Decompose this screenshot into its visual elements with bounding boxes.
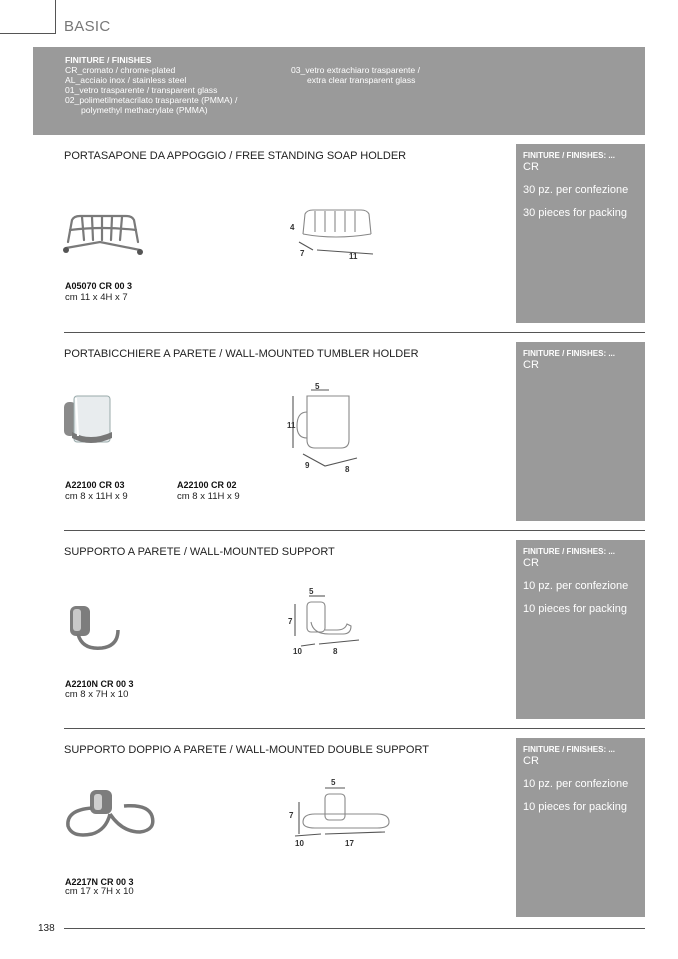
dim-width: 8 bbox=[345, 465, 350, 474]
dim-depth: 7 bbox=[300, 249, 305, 258]
finish-line: 03_vetro extrachiaro trasparente / bbox=[291, 65, 420, 75]
dim-height: 11 bbox=[287, 421, 296, 430]
finish-line: extra clear transparent glass bbox=[307, 75, 416, 85]
dim-depth: 10 bbox=[293, 647, 302, 656]
finishes-column-1 bbox=[65, 65, 305, 115]
finishes-banner bbox=[33, 47, 645, 135]
product-code: A22100 CR 02 bbox=[177, 480, 237, 490]
dim-height: 4 bbox=[290, 223, 295, 232]
finish-line: polymethyl methacrylate (PMMA) bbox=[81, 105, 208, 115]
product-dimensions: cm 8 x 7H x 10 bbox=[65, 689, 129, 700]
panel-heading: FINITURE / FINISHES: ... bbox=[523, 547, 616, 556]
dim-top: 5 bbox=[309, 587, 314, 596]
dim-top: 5 bbox=[331, 778, 336, 787]
panel-packing-it: 30 pz. per confezione bbox=[523, 184, 629, 196]
panel-finish: CR bbox=[523, 359, 539, 371]
footer-rule bbox=[64, 928, 645, 929]
dim-height: 7 bbox=[289, 811, 294, 820]
corner-mark-vertical bbox=[55, 0, 56, 34]
dim-depth: 9 bbox=[305, 461, 310, 470]
finishes-title: FINITURE / FINISHES bbox=[65, 55, 152, 65]
dim-height: 7 bbox=[288, 617, 293, 626]
panel-finish: CR bbox=[523, 161, 539, 173]
panel-heading: FINITURE / FINISHES: ... bbox=[523, 745, 616, 754]
corner-mark-horizontal bbox=[0, 33, 56, 34]
section-divider bbox=[64, 530, 645, 531]
finishes-panel bbox=[516, 738, 645, 917]
panel-finish: CR bbox=[523, 557, 539, 569]
page-number: 138 bbox=[38, 923, 55, 934]
dim-width: 17 bbox=[345, 839, 354, 848]
product-dimensions: cm 11 x 4H x 7 bbox=[65, 292, 128, 303]
finishes-panel bbox=[516, 144, 645, 323]
product-title: SUPPORTO DOPPIO A PARETE / WALL-MOUNTED DOUBLE SUPPORT bbox=[64, 744, 429, 756]
wall-support-drawing bbox=[285, 588, 365, 660]
section-label: BASIC bbox=[64, 18, 111, 35]
product-title: PORTASAPONE DA APPOGGIO / FREE STANDING SOAP HOLDER bbox=[64, 150, 407, 162]
product-dimensions: cm 8 x 11H x 9 bbox=[177, 491, 240, 502]
finishes-panel bbox=[516, 342, 645, 521]
tumbler-holder-photo bbox=[60, 392, 116, 448]
finish-line: CR_cromato / chrome-plated bbox=[65, 65, 176, 75]
panel-packing-en: 30 pieces for packing bbox=[523, 207, 627, 219]
wall-support-photo bbox=[62, 600, 124, 652]
dim-depth: 10 bbox=[295, 839, 304, 848]
panel-finish: CR bbox=[523, 755, 539, 767]
section-divider bbox=[64, 728, 645, 729]
finish-line: 01_vetro trasparente / transparent glass bbox=[65, 85, 218, 95]
dim-top: 5 bbox=[315, 382, 320, 391]
finish-line: AL_acciaio inox / stainless steel bbox=[65, 75, 187, 85]
tumbler-holder-drawing bbox=[285, 382, 365, 474]
soap-holder-photo bbox=[62, 212, 144, 256]
dim-width: 11 bbox=[349, 252, 358, 261]
finish-line: 02_polimetilmetacrilato trasparente (PMMA) / bbox=[65, 95, 238, 105]
panel-packing-it: 10 pz. per confezione bbox=[523, 580, 629, 592]
soap-holder-drawing bbox=[285, 206, 380, 262]
panel-heading: FINITURE / FINISHES: ... bbox=[523, 349, 616, 358]
product-dimensions: cm 8 x 11H x 9 bbox=[65, 491, 128, 502]
double-support-photo bbox=[62, 788, 158, 844]
panel-packing-it: 10 pz. per confezione bbox=[523, 778, 629, 790]
dim-width: 8 bbox=[333, 647, 338, 656]
product-code: A2217N CR 00 3 bbox=[65, 877, 134, 887]
product-code: A05070 CR 00 3 bbox=[65, 281, 133, 291]
finishes-column-2 bbox=[291, 65, 491, 85]
panel-packing-en: 10 pieces for packing bbox=[523, 603, 627, 615]
panel-packing-en: 10 pieces for packing bbox=[523, 801, 627, 813]
double-support-drawing bbox=[285, 776, 393, 850]
product-dimensions: cm 17 x 7H x 10 bbox=[65, 886, 134, 897]
section-divider bbox=[64, 332, 645, 333]
product-title: SUPPORTO A PARETE / WALL-MOUNTED SUPPORT bbox=[64, 546, 335, 558]
finishes-panel bbox=[516, 540, 645, 719]
product-code: A22100 CR 03 bbox=[65, 480, 125, 490]
product-code: A2210N CR 00 3 bbox=[65, 679, 134, 689]
product-title: PORTABICCHIERE A PARETE / WALL-MOUNTED TUMBLER HOLDER bbox=[64, 348, 419, 360]
panel-heading: FINITURE / FINISHES: ... bbox=[523, 151, 616, 160]
